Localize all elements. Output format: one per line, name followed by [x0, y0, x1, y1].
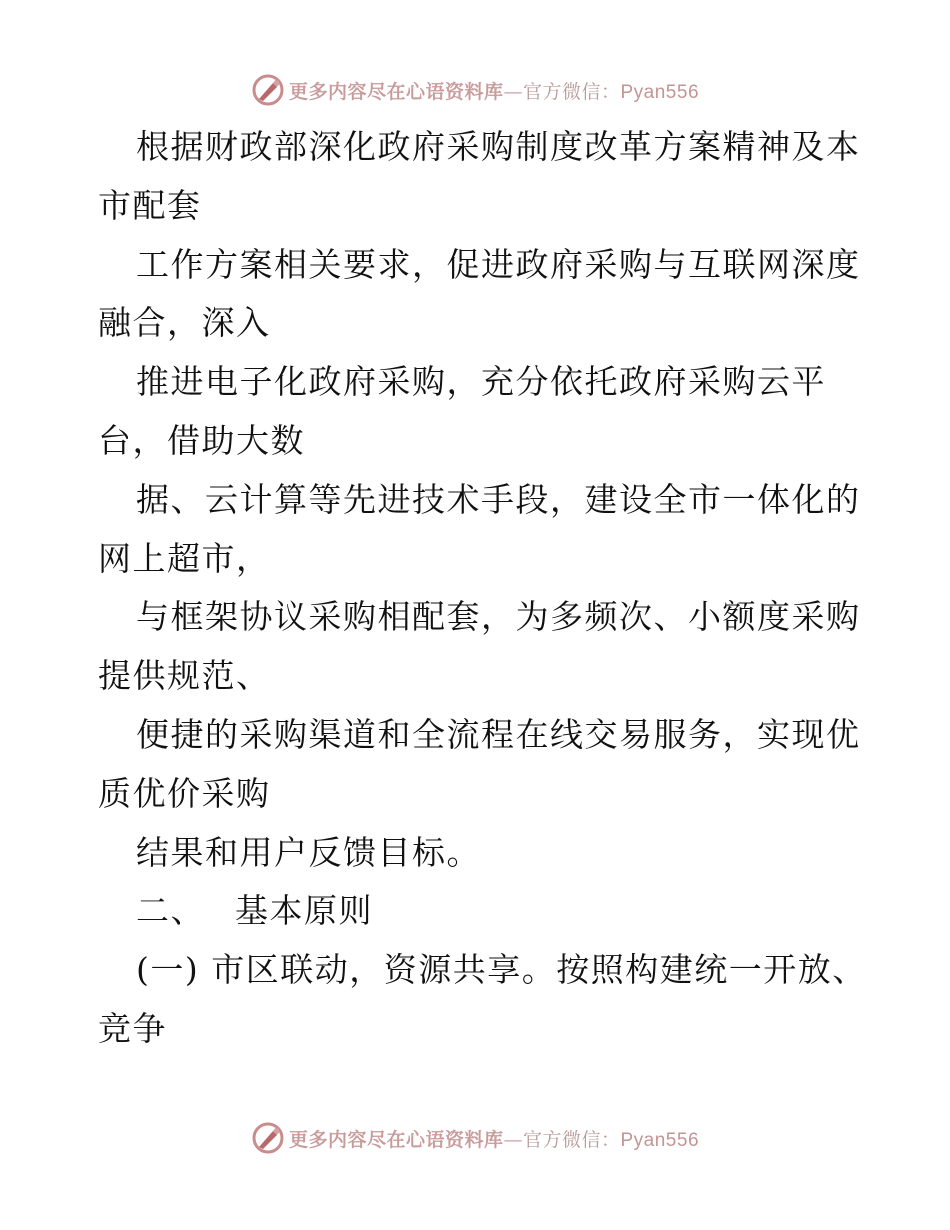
paragraph-line: 竞争 [98, 1008, 167, 1048]
section-heading-number: 二、 [136, 891, 205, 931]
paragraph-line: 市配套 [98, 185, 202, 225]
watermark-account: Pyan556 [620, 1129, 700, 1151]
watermark-dash: — [503, 1128, 523, 1151]
paragraph-line: 推进电子化政府采购，充分依托政府采购云平 [136, 362, 826, 402]
pen-circle-logo-icon [251, 73, 285, 107]
paragraph-line: 网上超市， [98, 538, 271, 578]
paragraph-line: 融合，深入 [98, 303, 271, 343]
watermark-dash: — [503, 80, 523, 103]
paragraph-line: 便捷的采购渠道和全流程在线交易服务，实现优 [136, 714, 861, 754]
document-body [98, 118, 867, 1059]
paragraph-line: (一) 市区联动，资源共享。按照构建统一开放、 [136, 950, 867, 990]
paragraph-line: 据、云计算等先进技术手段，建设全市一体化的 [136, 479, 861, 519]
section-heading-title: 基本原则 [235, 891, 373, 931]
watermark-brand: 更多内容尽在心语资料库 [288, 80, 504, 103]
watermark-account: Pyan556 [620, 81, 700, 103]
paragraph-line: 工作方案相关要求，促进政府采购与互联网深度 [136, 244, 861, 284]
watermark-brand: 更多内容尽在心语资料库 [288, 1128, 504, 1151]
watermark-text [289, 1125, 699, 1152]
paragraph-line: 结果和用户反馈目标。 [136, 832, 481, 872]
paragraph-line: 根据财政部深化政府采购制度改革方案精神及本 [136, 127, 861, 166]
pen-circle-logo-icon [251, 1121, 285, 1155]
paragraph-line: 台，借助大数 [98, 420, 305, 460]
paragraph-line: 与框架协议采购相配套，为多频次、小额度采购 [136, 597, 861, 637]
section-heading [98, 882, 858, 941]
watermark-official: 官方微信： [522, 1128, 621, 1151]
watermark-text [289, 77, 699, 104]
watermark-official: 官方微信： [522, 80, 621, 103]
header-watermark [0, 70, 950, 110]
paragraph-line: 质优价采购 [98, 773, 271, 813]
footer-watermark [0, 1118, 950, 1158]
paragraph-line: 提供规范、 [98, 656, 271, 696]
